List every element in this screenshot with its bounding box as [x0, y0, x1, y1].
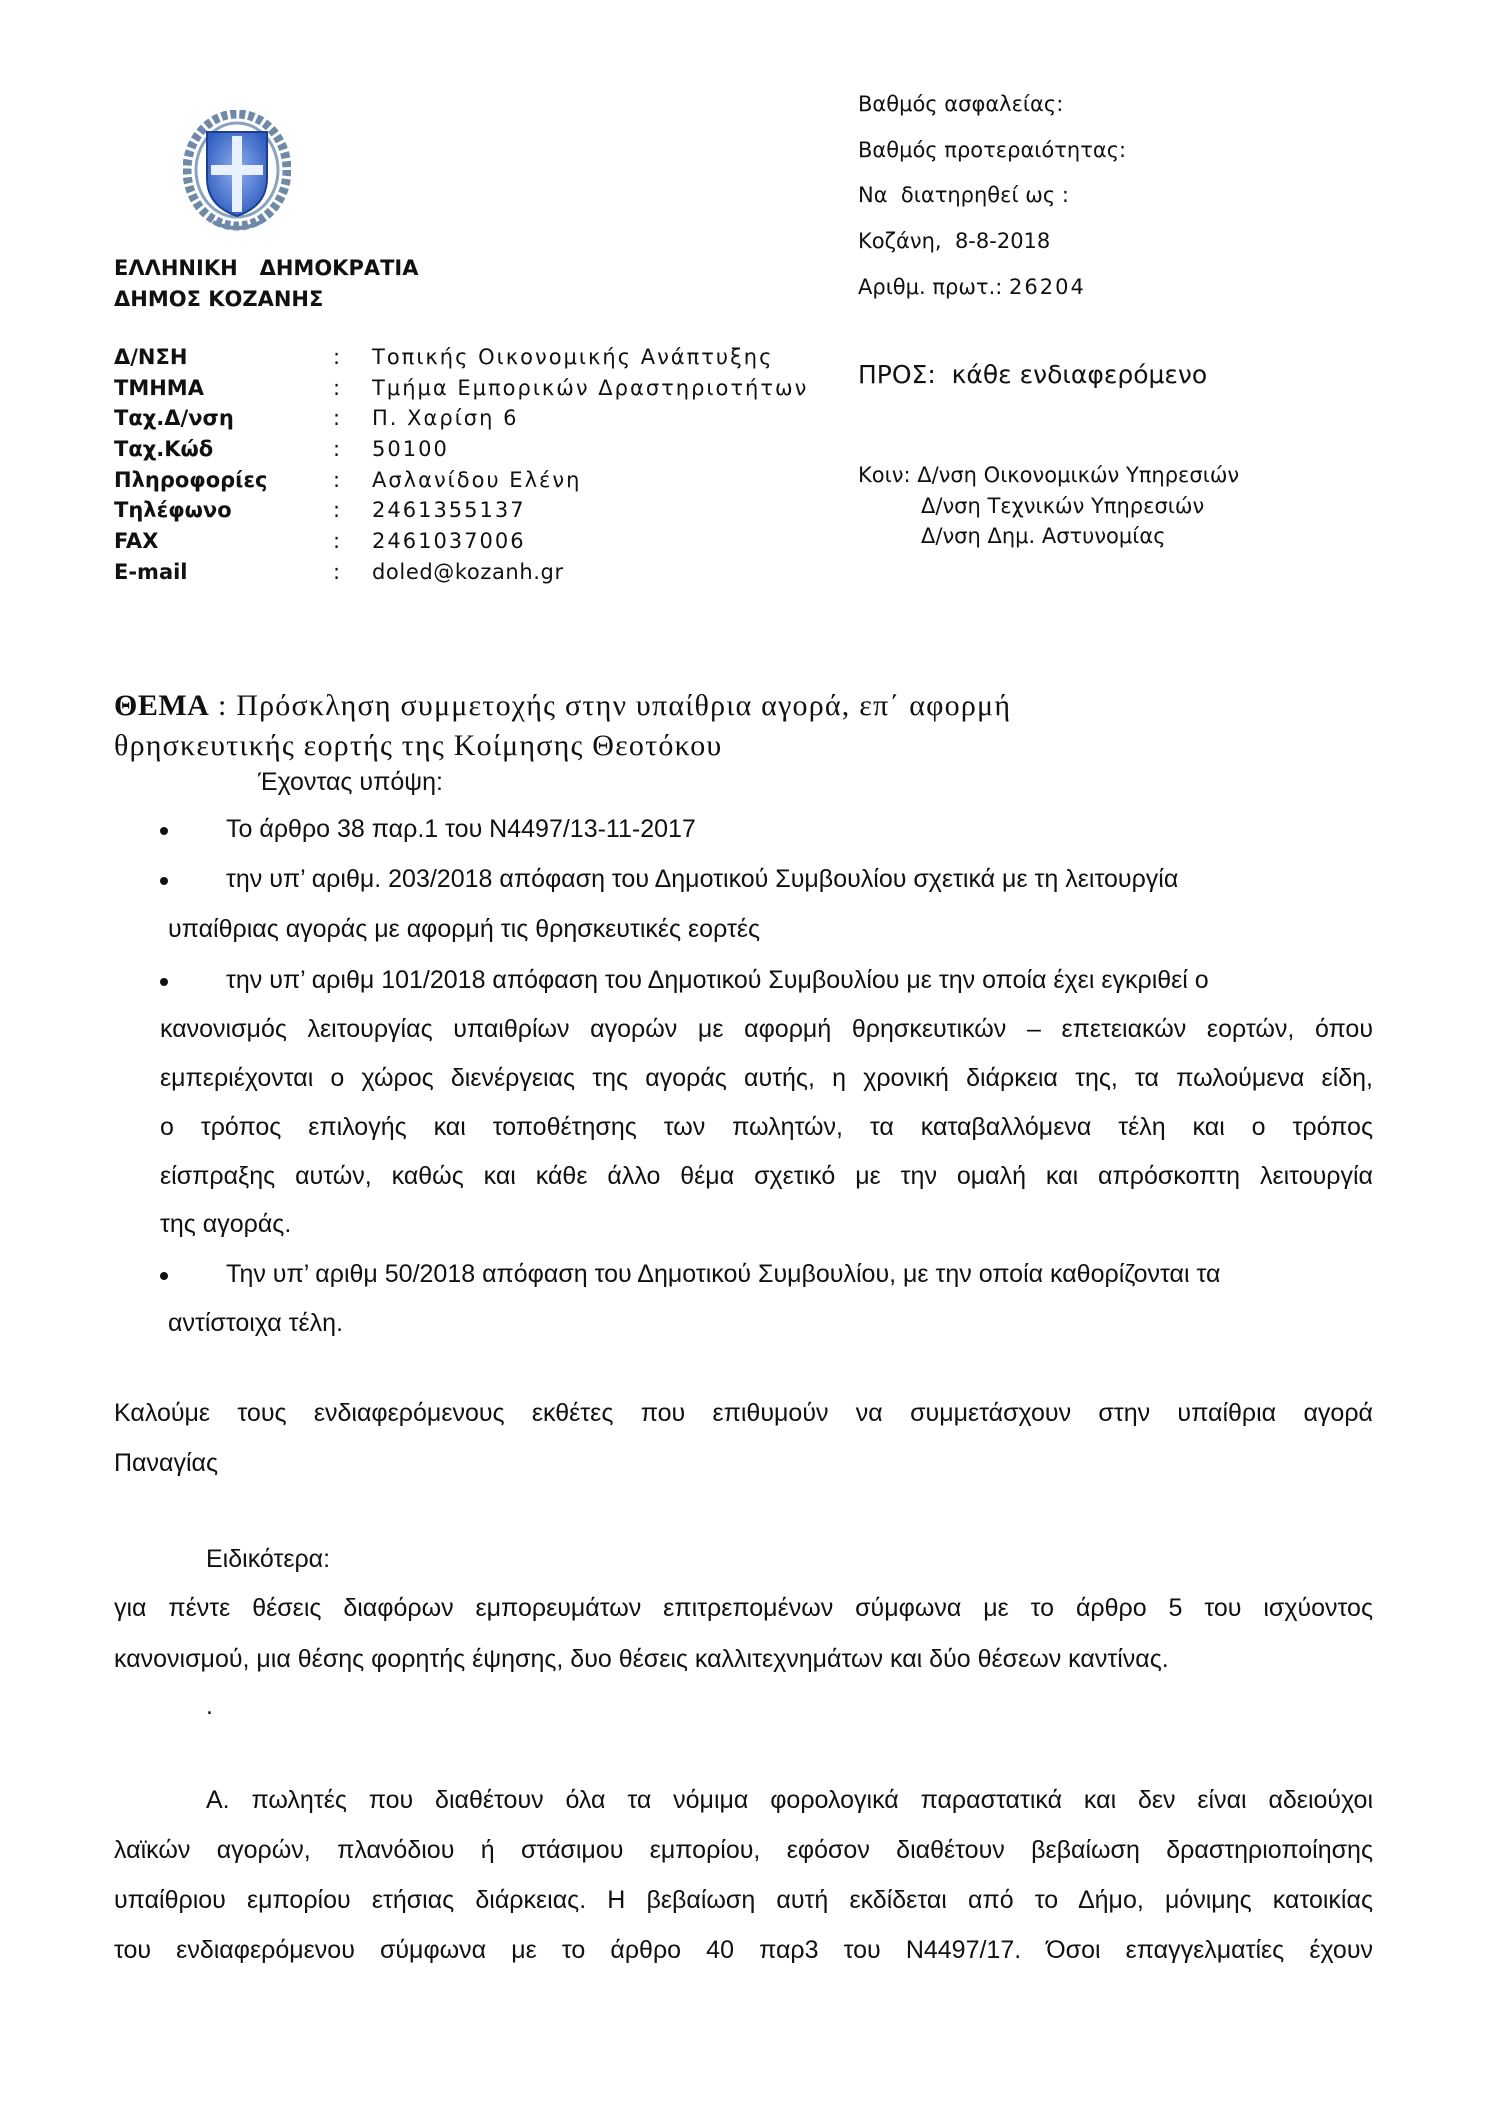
contact-colon: :: [333, 406, 341, 431]
contact-colon: :: [333, 467, 341, 492]
contact-label: Πληροφορίες: [114, 467, 268, 492]
bullet-text: ο τρόπος επιλογής και τοποθέτησης των πωλητών, τα καταβαλλόμενα τέλη και ο τρόπος: [160, 1113, 1373, 1141]
spec-text: κανονισμού, μια θέσης φορητής έψησης, δυο θέσεις καλλιτεχνημάτων και δύο θέσεων καντίνας.: [114, 1645, 1169, 1673]
section-a-text: υπαίθριου εμπορίου ετήσιας διάρκειας. Η βεβαίωση αυτή εκδίδεται από το Δήμο, μόνιμης κατοικίας: [114, 1886, 1373, 1914]
protocol-number: 26204: [1009, 274, 1086, 299]
protocol-line: [858, 275, 1126, 321]
security-level: Βαθμός ασφαλείας:: [858, 92, 1064, 116]
bullet-dot-icon: [160, 827, 168, 835]
bullet-text: την υπ’ αριθμ 101/2018 απόφαση του Δημοτικού Συμβουλίου με την οποία έχει εγκριθεί ο: [226, 966, 1209, 994]
document-meta: [858, 92, 1126, 320]
contact-value: Τμήμα Εμπορικών Δραστηριοτήτων: [372, 375, 809, 400]
spec-dot: .: [206, 1692, 213, 1720]
subject: [114, 686, 1011, 766]
bullet-dot-icon: [160, 877, 168, 885]
bullet-text: αντίστοιχα τέλη.: [168, 1309, 344, 1337]
bullet-text: είσπραξης αυτών, καθώς και κάθε άλλο θέμα σχετικό με την ομαλή και απρόσκοπτη λειτουργία: [160, 1162, 1373, 1190]
contact-value: 2461355137: [372, 498, 526, 523]
greek-state-emblem-icon: [183, 110, 291, 236]
contact-label: Δ/ΝΣΗ: [114, 345, 188, 369]
contact-label: E-mail: [114, 559, 188, 584]
contact-colon: :: [333, 345, 341, 369]
contact-label: Ταχ.Κώδ: [114, 437, 214, 462]
invitation-text: Καλούμε τους ενδιαφερόμενους εκθέτες που επιθυμούν να συμμετάσχουν στην υπαίθρια αγορά: [114, 1399, 1373, 1427]
subject-label: ΘΕΜΑ: [114, 689, 210, 722]
bullet-text: υπαίθριας αγοράς με αφορμή τις θρησκευτικές εορτές: [168, 915, 761, 943]
contact-colon: :: [333, 498, 341, 523]
priority-level: Βαθμός προτεραιότητας:: [858, 137, 1127, 162]
bullet-text: Το άρθρο 38 παρ.1 του Ν4497/13-11-2017: [226, 815, 696, 843]
section-a-text: του ενδιαφερόμενου σύμφωνα με το άρθρο 40 παρ3 του Ν4497/17. Όσοι επαγγελματίες έχουν: [114, 1936, 1373, 1964]
bullet-text: της αγοράς.: [160, 1210, 292, 1238]
recipient-to: ΠΡΟΣ: κάθε ενδιαφερόμενο: [858, 360, 1208, 389]
retention-note: Να διατηρηθεί ως :: [858, 183, 1069, 208]
place-date: Κοζάνη, 8-8-2018: [858, 229, 1051, 254]
section-a-text: λαϊκών αγορών, πλανόδιου ή στάσιμου εμπορίου, εφόσον διαθέτουν βεβαίωση δραστηριοποίησης: [114, 1836, 1373, 1864]
org-country: ΕΛΛΗΝΙΚΗ ΔΗΜΟΚΡΑΤΙΑ: [114, 256, 419, 280]
contact-value: Π. Χαρίση 6: [372, 406, 519, 431]
contact-value: 2461037006: [372, 529, 526, 554]
bullet-text: εμπεριέχονται ο χώρος διενέργειας της αγοράς αυτής, η χρονική διάρκεια της, τα πωλούμενα είδη,: [160, 1064, 1373, 1092]
cc-line: Δ/νση Δημ. Αστυνομίας: [921, 524, 1166, 548]
protocol-label: Αριθμ. πρωτ.:: [858, 274, 1003, 299]
contact-value: Τοπικής Οικονομικής Ανάπτυξης: [372, 345, 774, 369]
section-a-text: Α. πωλητές που διαθέτουν όλα τα νόμιμα φορολογικά παραστατικά και δεν είναι αδειούχοι: [206, 1786, 1373, 1814]
bullet-dot-icon: [160, 1272, 168, 1280]
bullet-text: Την υπ’ αριθμ 50/2018 απόφαση του Δημοτικού Συμβουλίου, με την οποία καθορίζονται τα: [226, 1260, 1221, 1288]
contact-colon: :: [333, 559, 341, 584]
contact-label: FAX: [114, 529, 159, 554]
subject-text: : Πρόσκληση συμμετοχής στην υπαίθρια αγορά, επ΄ αφορμή: [209, 689, 1012, 722]
bullet-dot-icon: [160, 978, 168, 986]
organization-block: [114, 253, 418, 315]
contact-value: Ασλανίδου Ελένη: [372, 467, 582, 492]
subject-line-1: [114, 686, 1011, 726]
org-municipality: ΔΗΜΟΣ ΚΟΖΑΝΗΣ: [114, 287, 324, 311]
contact-label: Ταχ.Δ/νση: [114, 406, 234, 431]
subject-line-2: θρησκευτικής εορτής της Κοίμησης Θεοτόκου: [114, 729, 723, 762]
contact-colon: :: [333, 375, 341, 400]
contact-value: 50100: [372, 437, 449, 462]
contact-colon: :: [333, 529, 341, 554]
email-link[interactable]: doled@kozanh.gr: [372, 559, 564, 584]
cc-line: Δ/νση Τεχνικών Υπηρεσιών: [921, 493, 1205, 518]
contact-label: Τηλέφωνο: [114, 498, 232, 523]
specifically-heading: Ειδικότερα:: [206, 1545, 331, 1573]
bullet-text: κανονισμός λειτουργίας υπαιθρίων αγορών με αφορμή θρησκευτικών – επετειακών εορτών, όπου: [160, 1015, 1373, 1043]
invitation-text: Παναγίας: [114, 1449, 219, 1477]
spec-text: για πέντε θέσεις διαφόρων εμπορευμάτων επιτρεπομένων σύμφωνα με το άρθρο 5 του ισχύοντος: [114, 1594, 1373, 1622]
contact-colon: :: [333, 437, 341, 462]
considering-heading: Έχοντας υπόψη:: [258, 768, 443, 796]
contact-label: ΤΜΗΜΑ: [114, 375, 204, 400]
cc-line: Κοιν: Δ/νση Οικονομικών Υπηρεσιών: [858, 463, 1240, 487]
bullet-text: την υπ’ αριθμ. 203/2018 απόφαση του Δημοτικού Συμβουλίου σχετικά με τη λειτουργία: [226, 865, 1179, 893]
recipient-cc: [858, 460, 1239, 552]
